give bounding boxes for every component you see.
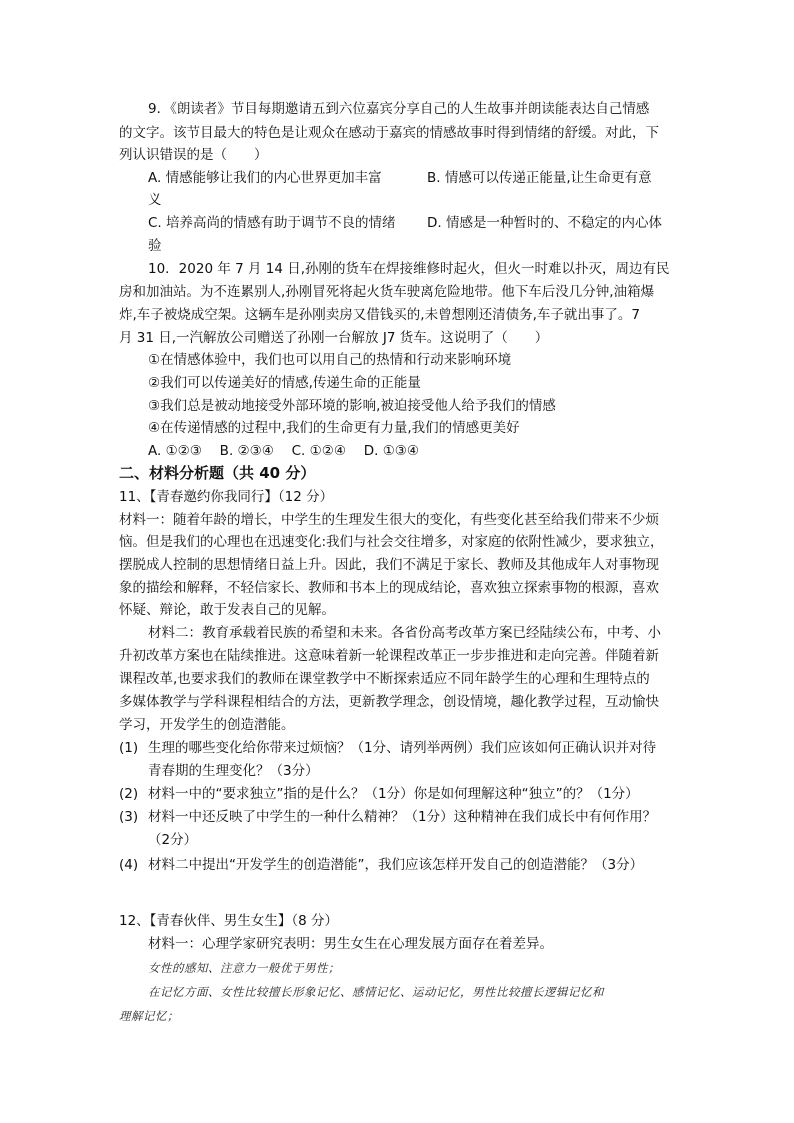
- q10-statement-2: ②我们可以传递美好的情感,传递生命的正能量: [148, 375, 421, 391]
- q9-option-b-cont: 义: [148, 192, 162, 208]
- q11-sub-1-line-1: 生理的哪些变化给你带来过烦恼？（1分、请列举两例）我们应该如何正确认识并对待: [148, 740, 657, 756]
- q10-line-3: 炸,车子被烧成空架。这辆车是孙刚卖房又借钱买的,未曾想刚还清债务,车子就出事了。7: [119, 307, 640, 323]
- section-2-title: 二、材料分析题（共 40 分）: [119, 464, 316, 482]
- q11-material-2-line-1: 材料二：教育承载着民族的希望和未来。各省份高考改革方案已经陆续公布，中考、小: [148, 625, 661, 641]
- q12-heading: 12、【青春伙伴、男生女生】（8 分）: [119, 913, 339, 929]
- q9-option-b: B. 情感可以传递正能量,让生命更有意: [427, 170, 652, 186]
- q9-line-3: 列认识错误的是（ ）: [119, 147, 268, 163]
- q12-handwritten-line-3: 理解记忆；: [119, 1009, 179, 1023]
- q11-heading: 11、【青春邀约你我同行】（12 分）: [119, 489, 334, 505]
- q11-material-1-line-2: 恼。但是我们的心理也在迅速变化:我们与社会交往增多，对家庭的依附性减少，要求独立，: [119, 534, 664, 550]
- q10-line-2: 房和加油站。为不连累别人,孙刚冒死将起火货车驶离危险地带。他下车后没几分钟,油箱爆: [119, 284, 655, 300]
- q11-sub-4-number: (4): [119, 857, 139, 873]
- q11-material-1-line-3: 摆脱成人控制的思想情绪日益上升。因此，我们不满足于家长、教师及其他成年人对事物现: [119, 557, 659, 573]
- q12-handwritten-line-2: 在记忆方面、女性比较擅长形象记忆、感情记忆、运动记忆，男性比较擅长逻辑记忆和: [148, 985, 604, 999]
- q11-material-1-line-4: 象的描绘和解释，不轻信家长、教师和书本上的现成结论，喜欢独立探索事物的根源，喜欢: [119, 580, 659, 596]
- q10-options: A. ①②③ B. ②③④ C. ①②④ D. ①③④: [148, 443, 420, 459]
- q9-option-a: A. 情感能够让我们的内心世界更加丰富: [148, 170, 382, 186]
- q11-material-1-line-1: 材料一：随着年龄的增长，中学生的生理发生很大的变化，有些变化甚至给我们带来不少烦: [119, 512, 659, 528]
- q11-material-2-line-5: 学习，开发学生的创造潜能。: [119, 717, 295, 733]
- q11-sub-2-line-1: 材料一中的“要求独立”指的是什么？（1分）你是如何理解这种“独立”的？（1分）: [148, 786, 639, 802]
- q10-line-1: 10．2020 年 7 月 14 日,孙刚的货车在焊接维修时起火，但火一时难以扑灭，周边有民: [148, 261, 670, 277]
- q11-sub-3-line-1: 材料一中还反映了中学生的一种什么精神？（1分）这种精神在我们成长中有何作用？: [148, 809, 657, 825]
- q11-sub-3-line-2: （2分）: [148, 832, 198, 848]
- q11-sub-2-number: (2): [119, 786, 139, 802]
- q11-sub-1-line-2: 青春期的生理变化？（3分）: [148, 763, 319, 779]
- q9-option-d: D. 情感是一种暂时的、不稳定的内心体: [427, 215, 662, 231]
- q9-line-1: 9．《朗读者》节目每期邀请五到六位嘉宾分享自己的人生故事并朗读能表达自己情感: [148, 101, 650, 117]
- q10-statement-3: ③我们总是被动地接受外部环境的影响,被迫接受他人给予我们的情感: [148, 398, 556, 414]
- q11-material-1-line-5: 怀疑、辩论，敢于发表自己的见解。: [119, 602, 335, 618]
- q11-sub-3-number: (3): [119, 809, 139, 825]
- q10-statement-4: ④在传递情感的过程中,我们的生命更有力量,我们的情感更美好: [148, 420, 520, 436]
- q12-material-1-line-1: 材料一：心理学家研究表明：男生女生在心理发展方面存在着差异。: [148, 936, 553, 952]
- q10-statement-1: ①在情感体验中，我们也可以用自己的热情和行动来影响环境: [148, 352, 512, 368]
- q11-material-2-line-3: 课程改革,也要求我们的教师在课堂教学中不断探索适应不同年龄学生的心理和生理特点的: [119, 671, 650, 687]
- q9-option-d-cont: 验: [148, 238, 162, 254]
- q9-line-2: 的文字。该节目最大的特色是让观众在感动于嘉宾的情感故事时得到情绪的舒缓。对此，下: [119, 125, 659, 141]
- q11-material-2-line-4: 多媒体教学与学科课程相结合的方法，更新教学理念，创设情境，趣化教学过程，互动愉快: [119, 694, 659, 710]
- q11-material-2-line-2: 升初改革方案也在陆续推进。这意味着新一轮课程改革正一步步推进和走向完善。伴随着新: [119, 648, 659, 664]
- q10-line-4: 月 31 日,一汽解放公司赠送了孙刚一台解放 J7 货车。这说明了（ ）: [119, 330, 549, 346]
- q12-handwritten-line-1: 女性的感知、注意力一般优于男性；: [148, 961, 340, 975]
- q11-sub-1-number: (1): [119, 740, 139, 756]
- q9-option-c: C. 培养高尚的情感有助于调节不良的情绪: [148, 215, 396, 231]
- q11-sub-4-line-1: 材料二中提出“开发学生的创造潜能”，我们应该怎样开发自己的创造潜能？（3分）: [148, 857, 644, 873]
